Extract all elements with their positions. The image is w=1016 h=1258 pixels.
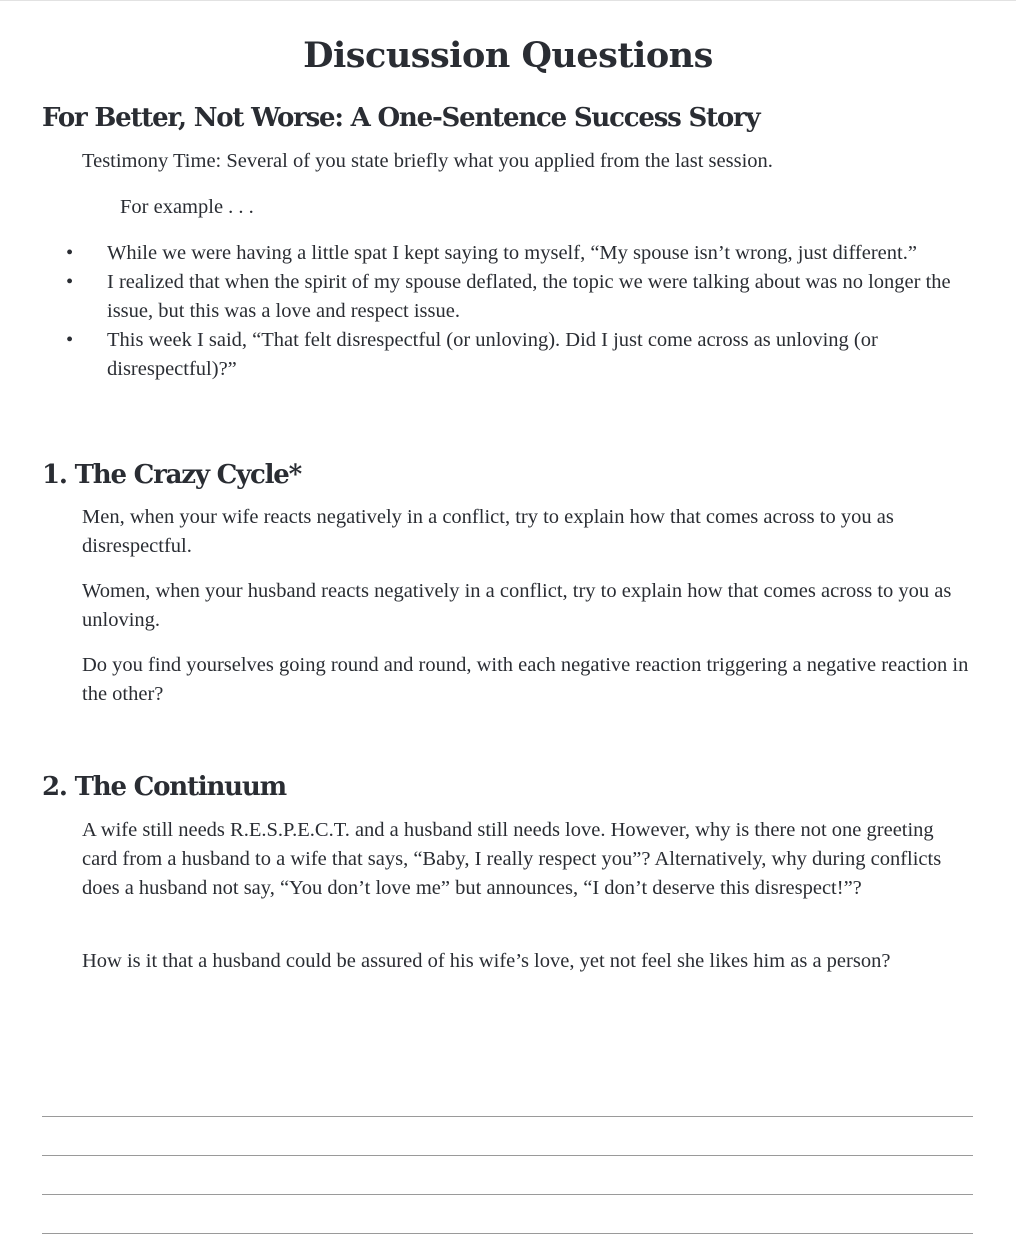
- page-top-border: [0, 0, 1016, 1]
- answer-line: [42, 1194, 973, 1195]
- testimony-text: Testimony Time: Several of you state briefly what you applied from the last session.: [82, 150, 773, 172]
- section-heading-continuum: 2. The Continuum: [42, 772, 286, 802]
- continuum-paragraph-1: A wife still needs R.E.S.P.E.C.T. and a husband still needs love. However, why is there not one greeting card from a husband to a wife that says, “Baby, I really respect you”? Alternatively, why during conflicts does a husband not say, “You don’t love me” but announces, “I don’t deserve this disrespect!”?: [82, 819, 942, 899]
- section-heading-crazy-cycle: 1. The Crazy Cycle*: [42, 460, 302, 490]
- answer-line: [42, 1155, 973, 1156]
- bullet-icon: •: [66, 271, 74, 293]
- list-item-text: This week I said, “That felt disrespectful (or unloving). Did I just come across as unloving (or disrespectful)?”: [107, 329, 878, 380]
- list-item: [66, 268, 972, 326]
- answer-line: [42, 1233, 973, 1234]
- bullet-icon: •: [66, 242, 74, 264]
- answer-line: [42, 1116, 973, 1117]
- crazy-cycle-paragraph-2: Women, when your husband reacts negatively in a conflict, try to explain how that comes across to you as unloving.: [82, 580, 952, 631]
- list-item: [66, 239, 972, 268]
- list-item-text: While we were having a little spat I kept saying to myself, “My spouse isn’t wrong, just different.”: [107, 242, 917, 264]
- page-title: Discussion Questions: [303, 35, 713, 76]
- crazy-cycle-paragraph-1: Men, when your wife reacts negatively in a conflict, try to explain how that comes across to you as disrespectful.: [82, 506, 894, 557]
- section-heading-success-story: For Better, Not Worse: A One-Sentence Success Story: [42, 103, 760, 133]
- bullet-icon: •: [66, 329, 74, 351]
- continuum-paragraph-2: How is it that a husband could be assured of his wife’s love, yet not feel she likes him as a person?: [82, 950, 891, 972]
- crazy-cycle-paragraph-3: Do you find yourselves going round and round, with each negative reaction triggering a negative reaction in the other?: [82, 654, 969, 705]
- example-list: [66, 239, 972, 384]
- list-item: [66, 326, 972, 384]
- example-intro: For example . . .: [120, 196, 254, 218]
- list-item-text: I realized that when the spirit of my spouse deflated, the topic we were talking about was no longer the issue, but this was a love and respect issue.: [107, 271, 951, 322]
